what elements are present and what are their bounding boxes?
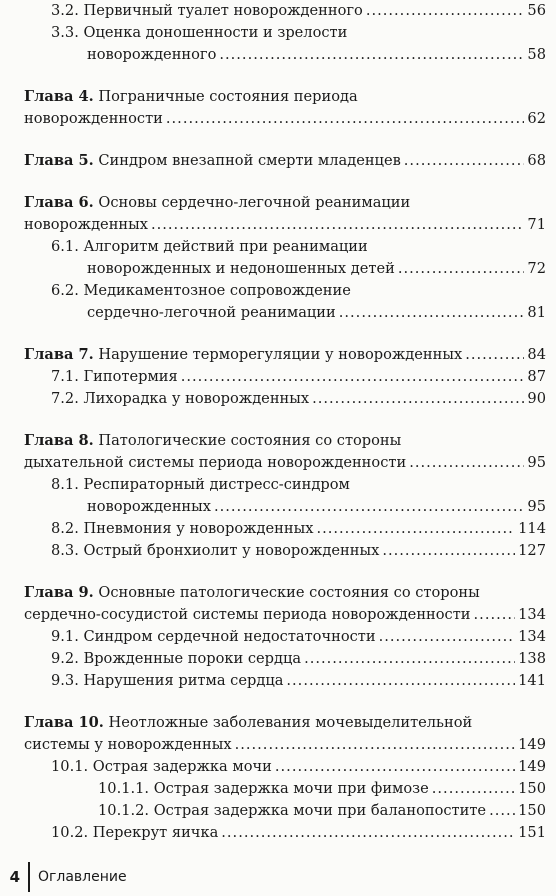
toc-line-text: Синдром внезапной смерти младенцев (93, 152, 401, 169)
toc-line-text: Основы сердечно-легочной реанимации (93, 194, 411, 211)
toc-entry-title (24, 604, 471, 626)
chapter-gap (24, 130, 546, 150)
toc-section-entry[interactable] (24, 388, 546, 410)
toc-page-number: 58 (527, 46, 546, 63)
toc-page-number: 150 (518, 802, 546, 819)
toc-line-text: новорожденности (24, 110, 163, 127)
toc-line-text: системы у новорожденных (24, 736, 232, 753)
toc-page-number: 72 (527, 260, 546, 277)
toc-line-text: 6.1. Алгоритм действий при реанимации (51, 238, 368, 255)
toc-chapter-entry[interactable] (24, 430, 546, 474)
toc-section-entry[interactable] (24, 756, 546, 778)
dot-leader (379, 626, 516, 648)
toc-entry-title (51, 822, 218, 844)
toc-page-number: 71 (527, 216, 546, 233)
toc-line-text: новорожденных (87, 498, 211, 515)
toc-chapter-entry[interactable] (24, 86, 546, 130)
chapter-gap (24, 66, 546, 86)
chapter-label: Глава 4. (24, 88, 94, 105)
toc-line-text: 3.3. Оценка доношенности и зрелости (51, 24, 348, 41)
page-number: 4 (9, 868, 20, 886)
chapter-gap (24, 692, 546, 712)
toc-entry-title (51, 366, 178, 388)
toc-entry-title (24, 452, 406, 474)
toc-entry-title (51, 24, 347, 41)
toc-line-text: 10.1.1. Острая задержка мочи при фимозе (98, 780, 429, 797)
toc-entry-title (24, 584, 480, 601)
toc-entry-title (87, 302, 336, 324)
dot-leader (166, 108, 525, 130)
dot-leader (221, 822, 515, 844)
toc-page-number: 149 (518, 758, 546, 775)
toc-section-entry[interactable] (24, 236, 546, 280)
toc-line-text: 10.2. Перекрут яичка (51, 824, 219, 841)
dot-leader (214, 496, 524, 518)
toc-entry-title (24, 150, 401, 172)
toc-section-entry[interactable] (24, 800, 546, 822)
toc-chapter-entry[interactable] (24, 712, 546, 756)
toc-line-text: 8.2. Пневмония у новорожденных (51, 520, 314, 537)
toc-entry-title (51, 0, 363, 22)
dot-leader (474, 604, 516, 626)
toc-line-text: дыхательной системы периода новорожденности (24, 454, 407, 471)
toc-line-text: 3.2. Первичный туалет новорожденного (51, 2, 363, 19)
dot-leader (465, 344, 524, 366)
toc-line-text: новорожденных (24, 216, 148, 233)
toc-page-number: 138 (518, 650, 546, 667)
toc-chapter-entry[interactable] (24, 344, 546, 366)
toc-page-number: 84 (527, 346, 546, 363)
toc-line-text: сердечно-сосудистой системы периода новорожденности (24, 606, 471, 623)
toc-entry-title (51, 670, 283, 692)
toc-entry-title (24, 194, 410, 211)
toc-section-entry[interactable] (24, 778, 546, 800)
toc-line-text: 9.3. Нарушения ритма сердца (51, 672, 284, 689)
toc-page-number: 95 (527, 454, 546, 471)
footer-divider (28, 862, 30, 892)
toc-page-number: 141 (518, 672, 546, 689)
dot-leader (304, 648, 515, 670)
toc-page-number: 151 (518, 824, 546, 841)
chapter-label: Глава 6. (24, 194, 94, 211)
toc-line-text: 7.1. Гипотермия (51, 368, 178, 385)
chapter-label: Глава 10. (24, 714, 104, 731)
toc-section-entry[interactable] (24, 822, 546, 844)
dot-leader (489, 800, 515, 822)
toc-section-entry[interactable] (24, 366, 546, 388)
dot-leader (398, 258, 525, 280)
toc-entry-title (24, 432, 401, 449)
toc-entry-title (51, 626, 376, 648)
toc-entry-title (24, 108, 163, 130)
dot-leader (219, 44, 524, 66)
toc-entry-title (98, 800, 486, 822)
dot-leader (151, 214, 524, 236)
toc-page-number: 87 (527, 368, 546, 385)
toc-entry-title (87, 258, 395, 280)
dot-leader (181, 366, 525, 388)
toc-page-number: 134 (518, 628, 546, 645)
dot-leader (382, 540, 515, 562)
toc-entry-title (51, 648, 301, 670)
chapter-label: Глава 7. (24, 346, 94, 363)
toc-page-number: 127 (518, 542, 546, 559)
chapter-gap (24, 172, 546, 192)
toc-chapter-entry[interactable] (24, 150, 546, 172)
toc-section-entry[interactable] (24, 0, 546, 22)
toc-section-entry[interactable] (24, 280, 546, 324)
toc-entry-title (51, 238, 368, 255)
chapter-gap (24, 562, 546, 582)
running-title: Оглавление (38, 869, 127, 885)
toc-page-number: 62 (527, 110, 546, 127)
toc-section-entry[interactable] (24, 22, 546, 66)
toc-chapter-entry[interactable] (24, 192, 546, 236)
chapter-label: Глава 5. (24, 152, 94, 169)
chapter-label: Глава 8. (24, 432, 94, 449)
toc-line-text: 9.2. Врожденные пороки сердца (51, 650, 302, 667)
toc-entry-title (51, 476, 350, 493)
toc-entry-title (24, 714, 472, 731)
toc-entry-title (51, 388, 309, 410)
dot-leader (409, 452, 524, 474)
dot-leader (286, 670, 515, 692)
toc-line-text: Основные патологические состояния со стороны (93, 584, 480, 601)
toc-line-text: Неотложные заболевания мочевыделительной (103, 714, 473, 731)
toc-page-number: 149 (518, 736, 546, 753)
toc-page-number: 56 (527, 2, 546, 19)
dot-leader (339, 302, 525, 324)
table-of-contents (24, 0, 546, 844)
toc-entry-title (24, 344, 462, 366)
dot-leader (235, 734, 516, 756)
dot-leader (404, 150, 525, 172)
toc-section-entry[interactable] (24, 474, 546, 518)
toc-line-text: 8.3. Острый бронхиолит у новорожденных (51, 542, 380, 559)
toc-line-text: Пограничные состояния периода (93, 88, 358, 105)
toc-line-text: 8.1. Респираторный дистресс-синдром (51, 476, 350, 493)
toc-entry-title (24, 214, 148, 236)
toc-line-text: 6.2. Медикаментозное сопровождение (51, 282, 351, 299)
toc-chapter-entry[interactable] (24, 582, 546, 626)
toc-line-text: Нарушение терморегуляции у новорожденных (93, 346, 463, 363)
toc-page-number: 134 (518, 606, 546, 623)
chapter-gap (24, 410, 546, 430)
toc-page-number: 150 (518, 780, 546, 797)
toc-page-number: 90 (527, 390, 546, 407)
toc-line-text: 10.1.2. Острая задержка мочи при баланопостите (98, 802, 487, 819)
dot-leader (316, 518, 515, 540)
toc-entry-title (51, 282, 351, 299)
toc-entry-title (24, 734, 232, 756)
toc-page-number: 81 (527, 304, 546, 321)
toc-entry-title (87, 44, 216, 66)
toc-entry-title (51, 518, 313, 540)
dot-leader (312, 388, 524, 410)
toc-page-number: 95 (527, 498, 546, 515)
dot-leader (366, 0, 525, 22)
toc-section-entry[interactable] (24, 626, 546, 648)
toc-line-text: 10.1. Острая задержка мочи (51, 758, 272, 775)
dot-leader (275, 756, 515, 778)
toc-section-entry[interactable] (24, 518, 546, 540)
chapter-gap (24, 324, 546, 344)
toc-line-text: 7.2. Лихорадка у новорожденных (51, 390, 310, 407)
toc-line-text: сердечно-легочной реанимации (87, 304, 336, 321)
toc-line-text: 9.1. Синдром сердечной недостаточности (51, 628, 376, 645)
toc-page-number: 114 (518, 520, 546, 537)
toc-entry-title (24, 88, 358, 105)
toc-line-text: новорожденного (87, 46, 217, 63)
toc-entry-title (87, 496, 211, 518)
toc-section-entry[interactable] (24, 540, 546, 562)
toc-entry-title (51, 756, 272, 778)
toc-section-entry[interactable] (24, 648, 546, 670)
toc-entry-title (98, 778, 429, 800)
toc-line-text: новорожденных и недоношенных детей (87, 260, 395, 277)
toc-page-number: 68 (527, 152, 546, 169)
toc-entry-title (51, 540, 379, 562)
page-footer (0, 862, 127, 892)
chapter-label: Глава 9. (24, 584, 94, 601)
toc-section-entry[interactable] (24, 670, 546, 692)
dot-leader (432, 778, 515, 800)
toc-line-text: Патологические состояния со стороны (93, 432, 402, 449)
